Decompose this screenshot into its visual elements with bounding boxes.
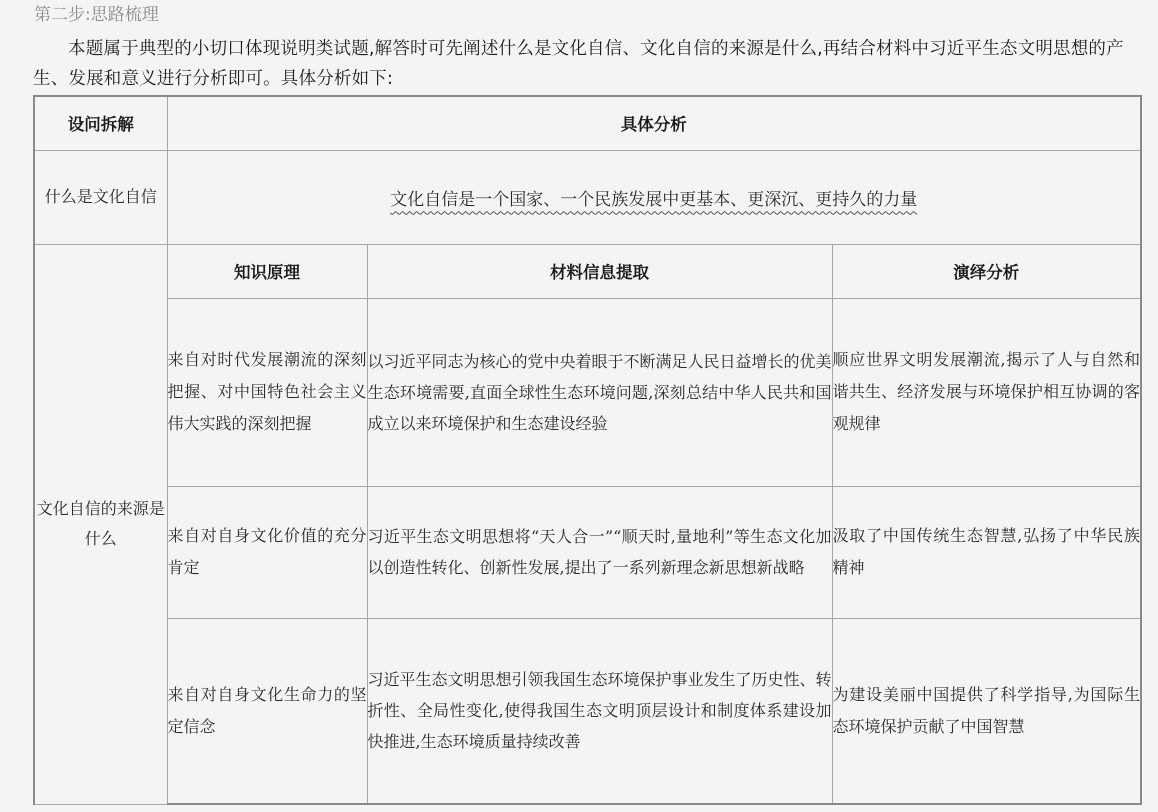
sub-header-principle: 知识原理: [167, 244, 367, 298]
material-cell: 以习近平同志为核心的党中央着眼于不断满足人民日益增长的优美生态环境需要,直面全球性生态环境问题,深刻总结中华人民共和国成立以来环境保护和生态建设经验: [367, 298, 832, 486]
step-heading: 第二步:思路梳理: [34, 5, 159, 25]
table-row: [34, 486, 1141, 618]
principle-cell: 来自对自身文化价值的充分肯定: [167, 486, 367, 618]
analysis-table: [33, 95, 1142, 805]
table-row: [34, 618, 1141, 804]
table-row: [34, 150, 1141, 244]
table-row: [34, 298, 1141, 486]
row-label-source: 文化自信的来源是什么: [34, 244, 167, 804]
intro-paragraph: 本题属于典型的小切口体现说明类试题,解答时可先阐述什么是文化自信、文化自信的来源是什么,再结合材料中习近平生态文明思想的产生、发展和意义进行分析即可。具体分析如下:: [33, 39, 1124, 89]
deduction-cell: 为建设美丽中国提供了科学指导,为国际生态环境保护贡献了中国智慧: [832, 618, 1141, 804]
material-cell: 习近平生态文明思想将“天人合一”“顺天时,量地利”等生态文化加以创造性转化、创新性发展,提出了一系列新理念新思想新战略: [367, 486, 832, 618]
row-label-what-is: 什么是文化自信: [34, 150, 167, 244]
principle-cell: 来自对时代发展潮流的深刻把握、对中国特色社会主义伟大实践的深刻把握: [167, 298, 367, 486]
deduction-cell: 顺应世界文明发展潮流,揭示了人与自然和谐共生、经济发展与环境保护相互协调的客观规律: [832, 298, 1141, 486]
definition-text: 文化自信是一个国家、一个民族发展中更基本、更深沉、更持久的力量: [390, 189, 918, 210]
header-analysis: 具体分析: [167, 96, 1141, 150]
sub-header-material: 材料信息提取: [367, 244, 832, 298]
header-breakdown: 设问拆解: [34, 96, 167, 150]
table-header-row: [34, 96, 1141, 150]
definition-cell: [167, 150, 1141, 244]
material-cell: 习近平生态文明思想引领我国生态环境保护事业发生了历史性、转折性、全局性变化,使得我国生态文明顶层设计和制度体系建设加快推进,生态环境质量持续改善: [367, 618, 832, 804]
deduction-cell: 汲取了中国传统生态智慧,弘扬了中华民族精神: [832, 486, 1141, 618]
principle-cell: 来自对自身文化生命力的坚定信念: [167, 618, 367, 804]
sub-header-row: [34, 244, 1141, 298]
sub-header-deduction: 演绎分析: [832, 244, 1141, 298]
